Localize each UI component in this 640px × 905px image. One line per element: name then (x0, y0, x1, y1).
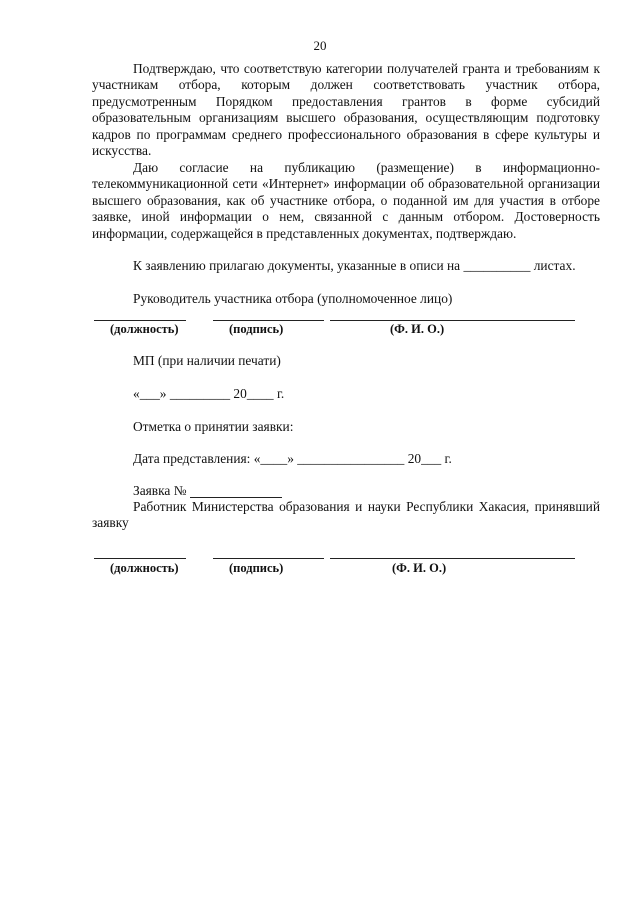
head-signature-caption: (подпись) (229, 322, 284, 336)
worker-name-line[interactable] (330, 558, 575, 559)
worker-name-caption: (Ф. И. О.) (392, 561, 447, 575)
head-name-line[interactable] (330, 320, 575, 321)
confirmation-paragraph (92, 61, 600, 159)
head-position-caption: (должность) (110, 322, 179, 336)
head-position-line[interactable] (94, 320, 186, 321)
head-signature-title: Руководитель участника отбора (уполномоченное лицо) (133, 291, 453, 306)
paragraph-eligibility: Подтверждаю, что соответствую категории получателей гранта и требованиям к участникам отбора, которым должен соответствовать участник отбора, предусмотренным Порядком предоставления грантов в форме субсидий образовательным организациям высшего образования, осуществляющим подготовку кадров по программам среднего профессионального образования в сфере культуры и искусства. (92, 61, 600, 159)
submission-date-line: «___» _________ 20____ г. (133, 386, 285, 401)
worker-signature-caption: (подпись) (229, 561, 284, 575)
receipt-heading: Отметка о принятии заявки: (133, 419, 294, 434)
application-number-field[interactable] (190, 497, 282, 498)
worker-signature-line[interactable] (213, 558, 324, 559)
application-number-label: Заявка № (133, 483, 187, 498)
worker-position-line[interactable] (94, 558, 186, 559)
worker-paragraph (92, 499, 600, 532)
attachments-text: К заявлению прилагаю документы, указанные в описи на __________ листах. (133, 258, 576, 273)
page-number: 20 (313, 38, 327, 53)
consent-paragraph (92, 160, 600, 242)
worker-text: Работник Министерства образования и науки Республики Хакасия, принявший заявку (92, 499, 600, 531)
worker-position-caption: (должность) (110, 561, 179, 575)
stamp-text: МП (при наличии печати) (133, 353, 281, 368)
paragraph-consent: Даю согласие на публикацию (размещение) в информационно-телекоммуникационной сети «Интернет» информации об образовательной организации высшего образования, как об участнике отбора, о поданной им для участия в отборе заявке, иной информации о нем, связанной с данным отбором. Достоверность информации, содержащейся в представленных документах, подтверждаю. (92, 160, 600, 241)
head-name-caption: (Ф. И. О.) (390, 322, 445, 336)
head-signature-line[interactable] (213, 320, 324, 321)
presentation-date: Дата представления: «____» ________________ 20___ г. (133, 451, 452, 466)
